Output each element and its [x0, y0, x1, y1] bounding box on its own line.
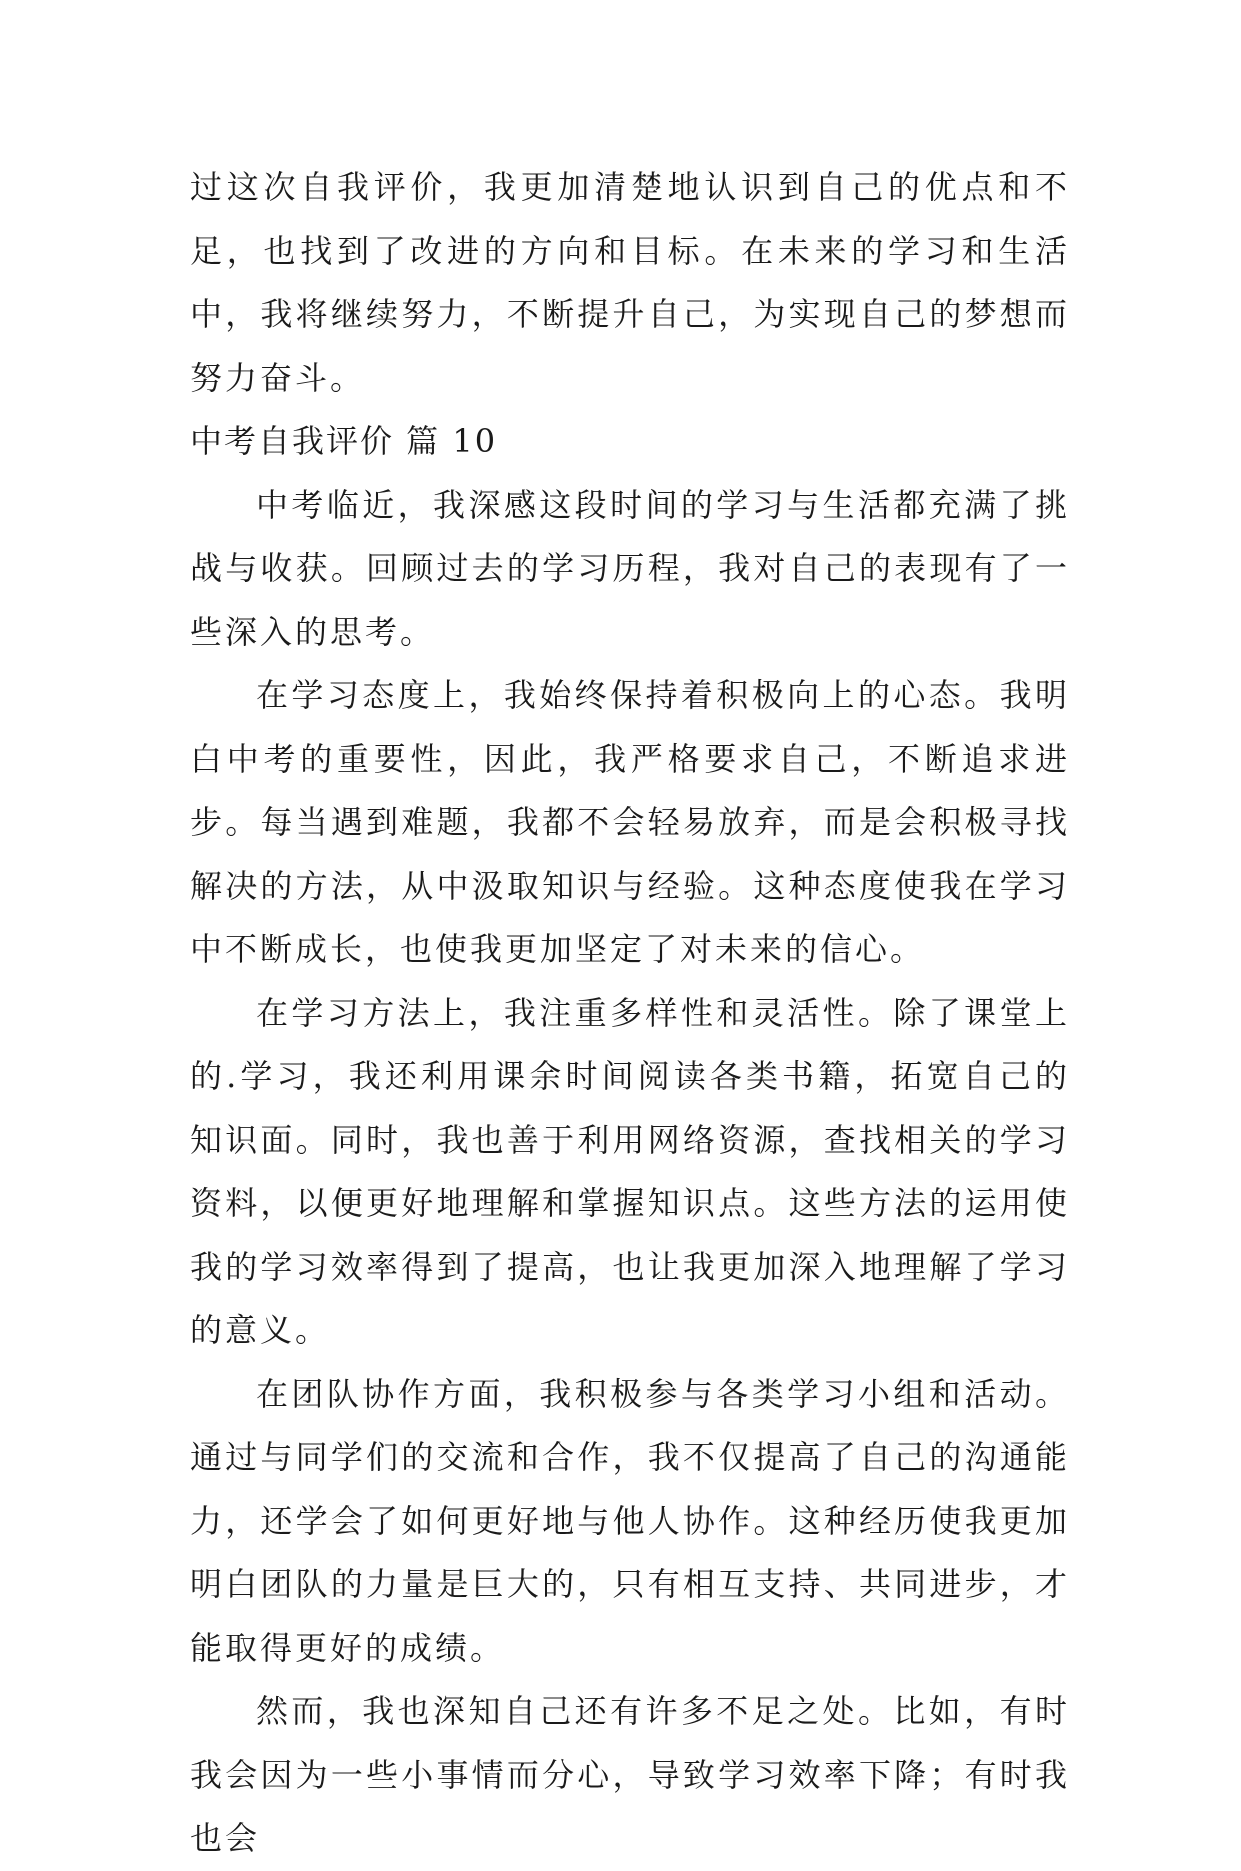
- paragraph-continued: 过这次自我评价，我更加清楚地认识到自己的优点和不足，也找到了改进的方向和目标。在未来的学习和生活中，我将继续努力，不断提升自己，为实现自己的梦想而努力奋斗。: [190, 168, 1070, 397]
- paragraph-3: 在学习方法上，我注重多样性和灵活性。除了课堂上的.学习，我还利用课余时间阅读各类书籍，拓宽自己的知识面。同时，我也善于利用网络资源，查找相关的学习资料，以便更好地理解和掌握知识点。这些方法的运用使我的学习效率得到了提高，也让我更加深入地理解了学习的意义。: [190, 993, 1070, 1349]
- paragraph-2: 在学习态度上，我始终保持着积极向上的心态。我明白中考的重要性，因此，我严格要求自己，不断追求进步。每当遇到难题，我都不会轻易放弃，而是会积极寻找解决的方法，从中汲取知识与经验。这种态度使我在学习中不断成长，也使我更加坚定了对未来的信心。: [190, 676, 1070, 968]
- paragraph-5: 然而，我也深知自己还有许多不足之处。比如，有时我会因为一些小事情而分心，导致学习效率下降；有时我也会: [190, 1692, 1070, 1857]
- section-heading: 中考自我评价 篇 10: [190, 422, 498, 460]
- paragraph-4: 在团队协作方面，我积极参与各类学习小组和活动。通过与同学们的交流和合作，我不仅提高了自己的沟通能力，还学会了如何更好地与他人协作。这种经历使我更加明白团队的力量是巨大的，只有相互支持、共同进步，才能取得更好的成绩。: [190, 1374, 1070, 1667]
- paragraph-1: 中考临近，我深感这段时间的学习与生活都充满了挑战与收获。回顾过去的学习历程，我对自己的表现有了一些深入的思考。: [190, 485, 1070, 651]
- document-body: [190, 156, 1070, 1871]
